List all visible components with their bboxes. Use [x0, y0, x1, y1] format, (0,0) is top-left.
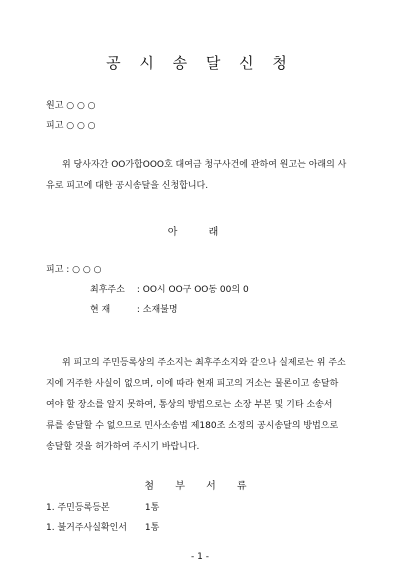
attachment-name: 1. 주민등록등본 [46, 503, 110, 513]
attachment-count: 1통 [144, 523, 160, 533]
attachments-heading: 첨 부 서 류 [144, 481, 256, 492]
body-line: 지에 거주한 사실이 없으며, 이에 따라 현재 피고의 거소는 물론이고 송달하 [46, 379, 339, 389]
intro-line-2: 유로 피고에 대한 공시송달을 신청합니다. [46, 181, 209, 191]
body-line: 위 피고의 주민등록상의 주소지는 최후주소지와 같으나 실제로는 위 주소 [62, 358, 346, 368]
attachment-name: 1. 불거주사실확인서 [46, 523, 128, 533]
body-line: 송달할 것을 허가하여 주시기 바랍니다. [46, 442, 200, 452]
attachment-item [46, 520, 159, 533]
current-value: : 소재불명 [136, 305, 178, 315]
last-address-label: 최후주소 [90, 285, 125, 295]
current-label: 현 재 [90, 305, 111, 315]
last-address-value: : OO시 OO구 OO동 00의 0 [136, 285, 249, 295]
attachment-item [46, 500, 159, 513]
body-line: 여야 할 장소를 알지 못하여, 통상의 방법으로는 소장 부본 및 기타 소송서 [46, 400, 333, 410]
attachment-count: 1통 [144, 503, 160, 513]
plaintiff-line: 원고 ○ ○ ○ [46, 101, 96, 111]
page-number: - 1 - [191, 552, 209, 562]
current-address-line [90, 302, 178, 315]
last-address-line [90, 282, 249, 295]
intro-line-1: 위 당사자간 OO가합OOO호 대여금 청구사건에 관하여 원고는 아래의 사 [62, 160, 347, 170]
document-title: 공 시 송 달 신 청 [106, 54, 294, 72]
defendant-line: 피고 ○ ○ ○ [46, 121, 96, 131]
body-line: 류를 송달할 수 없으므로 민사소송법 제180조 소정의 공시송달의 방법으로 [46, 421, 339, 431]
defendant-detail: 피고 : ○ ○ ○ [46, 265, 102, 275]
section-heading: 아 래 [167, 227, 233, 238]
